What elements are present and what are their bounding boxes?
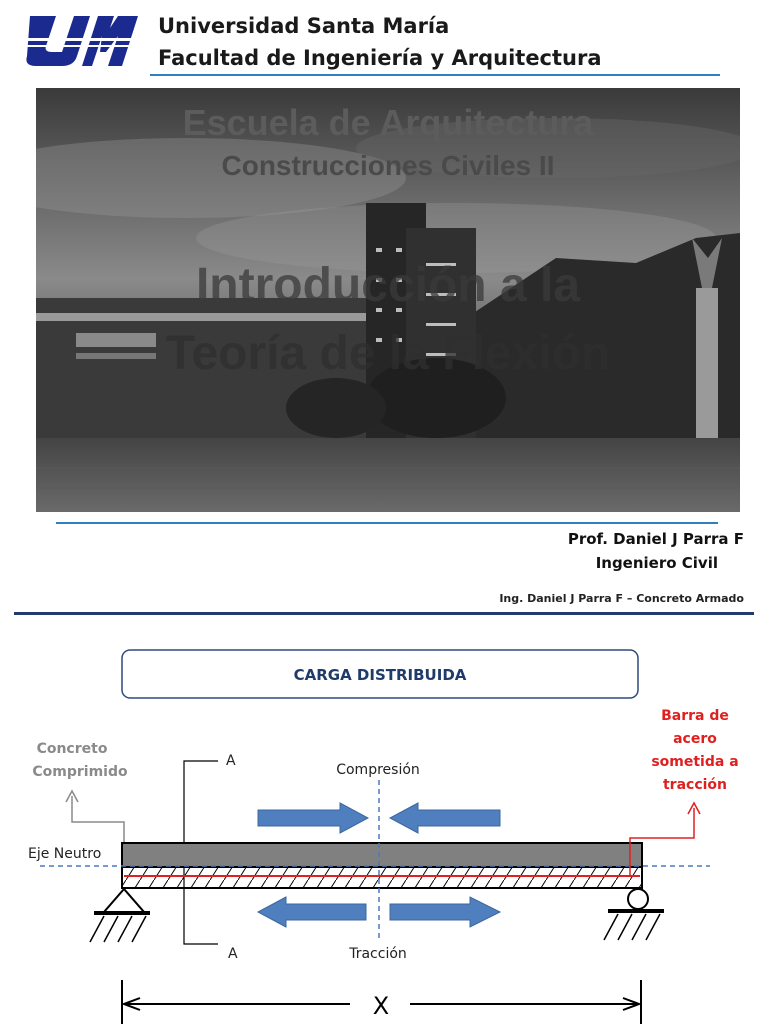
steel-label-2: acero: [673, 731, 717, 747]
cover-title: Escuela de Arquitectura: [182, 102, 594, 143]
cover-watermark-line2: Teoría de la Flexión: [165, 327, 611, 380]
compression-arrow-left: [390, 803, 500, 833]
section-label-bottom: A: [228, 946, 238, 962]
cover-subtitle: Construcciones Civiles II: [221, 150, 555, 181]
author-role: Ingeniero Civil: [595, 554, 718, 572]
cover-photo: [36, 88, 740, 512]
tension-arrow-left: [258, 897, 366, 927]
load-title: CARGA DISTRIBUIDA: [293, 666, 467, 684]
span-label: X: [372, 992, 390, 1020]
compression-label: Compresión: [336, 762, 420, 778]
header-rule: [150, 74, 720, 76]
tension-arrow-right: [390, 897, 500, 927]
flexure-diagram: [0, 620, 768, 1024]
neutral-axis-label: Eje Neutro: [28, 846, 102, 862]
roller-support: [604, 889, 664, 940]
author-rule: [56, 522, 718, 524]
concrete-label-1: Concreto: [36, 741, 108, 757]
steel-label-4: tracción: [662, 777, 728, 793]
university-name: Universidad Santa María: [158, 14, 450, 38]
tension-label: Tracción: [349, 946, 407, 962]
cover-watermark-line1: Introducción a la: [195, 259, 581, 312]
beam-compression-zone: [122, 843, 642, 867]
beam-tension-zone: [122, 867, 642, 888]
compression-arrow-right: [258, 803, 368, 833]
footer-note: Ing. Daniel J Parra F – Concreto Armado: [499, 592, 744, 605]
author-name: Prof. Daniel J Parra F: [567, 530, 744, 548]
section-label-top: A: [226, 753, 236, 769]
concrete-leader: [72, 796, 124, 843]
concrete-label-2: Comprimido: [32, 764, 128, 780]
faculty-name: Facultad de Ingeniería y Arquitectura: [158, 46, 602, 70]
pin-support: [90, 889, 150, 942]
steel-label-3: sometida a: [651, 754, 739, 770]
university-logo: [22, 12, 140, 70]
page-divider: [14, 612, 754, 615]
steel-label-1: Barra de: [661, 708, 729, 724]
